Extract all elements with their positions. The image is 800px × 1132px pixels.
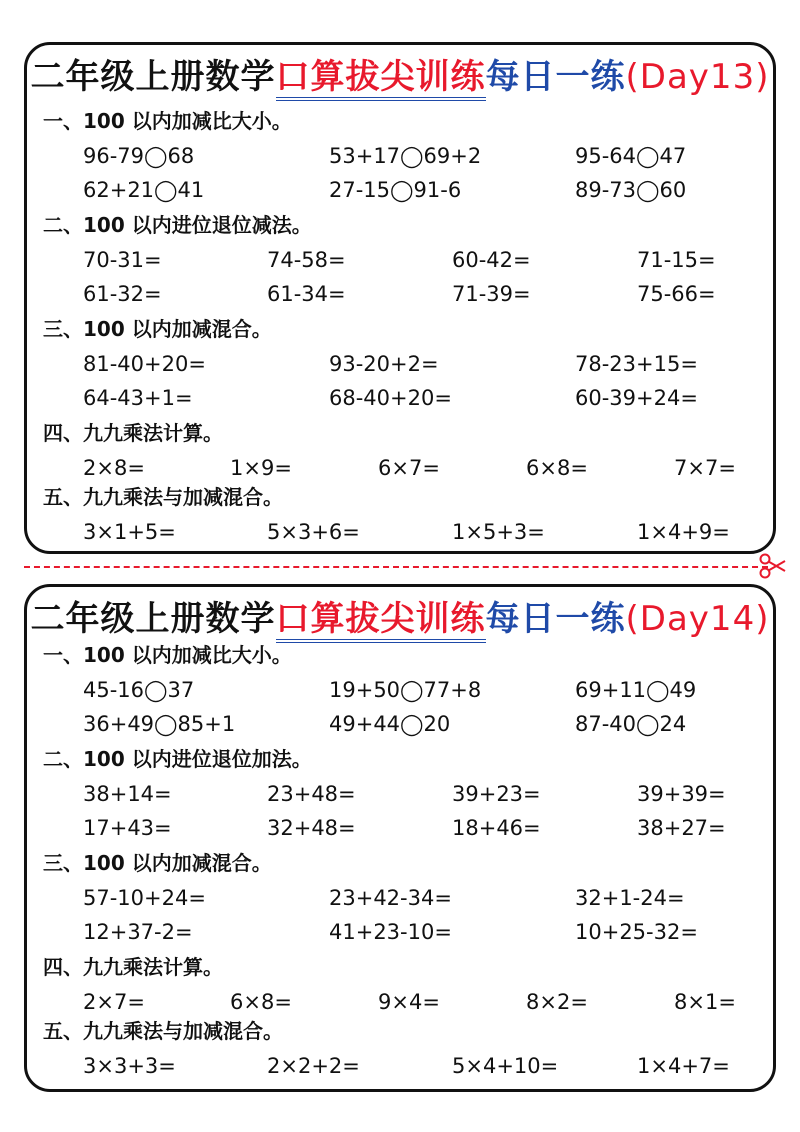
math-problem: 96-79◯68 [83, 144, 195, 168]
math-problem: 39+39= [637, 782, 726, 806]
math-problem: 61-34= [267, 282, 346, 306]
cut-line [24, 566, 768, 568]
title-part-daily: 每日一练 [485, 599, 626, 639]
math-problem: 62+21◯41 [83, 178, 205, 202]
math-problem: 6×8= [526, 456, 588, 480]
math-problem: 81-40+20= [83, 352, 206, 376]
math-problem: 2×7= [83, 990, 145, 1014]
math-problem: 1×4+9= [637, 520, 730, 544]
title-part-training: 口算拔尖训练 [276, 599, 486, 643]
math-problem: 57-10+24= [83, 886, 206, 910]
worksheet-card-day13 [24, 42, 776, 554]
section-heading: 三、100 以内加减混合。 [43, 317, 272, 341]
math-problem: 8×2= [526, 990, 588, 1014]
section-heading: 一、100 以内加减比大小。 [43, 109, 292, 133]
math-problem: 5×4+10= [452, 1054, 559, 1078]
title-part-daily: 每日一练 [485, 57, 626, 97]
title-part-grade: 二年级上册数学 [30, 599, 276, 639]
math-problem: 74-58= [267, 248, 346, 272]
problem-row [27, 1051, 773, 1081]
math-problem: 78-23+15= [575, 352, 698, 376]
section-heading: 二、100 以内进位退位减法。 [43, 213, 312, 237]
math-problem: 39+23= [452, 782, 541, 806]
scissors-icon [758, 552, 786, 580]
math-problem: 61-32= [83, 282, 162, 306]
math-problem: 3×3+3= [83, 1054, 176, 1078]
math-problem: 38+14= [83, 782, 172, 806]
math-problem: 75-66= [637, 282, 716, 306]
problem-row [27, 813, 773, 843]
math-problem: 3×1+5= [83, 520, 176, 544]
math-problem: 1×5+3= [452, 520, 545, 544]
math-problem: 6×7= [378, 456, 440, 480]
problem-row [27, 175, 773, 205]
math-problem: 18+46= [452, 816, 541, 840]
math-problem: 87-40◯24 [575, 712, 687, 736]
math-problem: 23+42-34= [329, 886, 452, 910]
math-problem: 12+37-2= [83, 920, 193, 944]
math-problem: 17+43= [83, 816, 172, 840]
math-problem: 7×7= [674, 456, 736, 480]
problem-row [27, 917, 773, 947]
math-problem: 19+50◯77+8 [329, 678, 482, 702]
math-problem: 1×4+7= [637, 1054, 730, 1078]
math-problem: 2×8= [83, 456, 145, 480]
section-heading: 一、100 以内加减比大小。 [43, 643, 292, 667]
worksheet-title [27, 591, 773, 647]
math-problem: 36+49◯85+1 [83, 712, 236, 736]
worksheet-card-day14 [24, 584, 776, 1092]
problem-row [27, 453, 773, 483]
title-part-training: 口算拔尖训练 [276, 57, 486, 101]
section-heading: 四、九九乘法计算。 [43, 421, 223, 445]
problem-row [27, 141, 773, 171]
math-problem: 69+11◯49 [575, 678, 697, 702]
section-heading: 五、九九乘法与加减混合。 [43, 1019, 283, 1043]
math-problem: 2×2+2= [267, 1054, 360, 1078]
problem-row [27, 517, 773, 547]
math-problem: 45-16◯37 [83, 678, 195, 702]
math-problem: 10+25-32= [575, 920, 698, 944]
section-heading: 二、100 以内进位退位加法。 [43, 747, 312, 771]
section-heading: 三、100 以内加减混合。 [43, 851, 272, 875]
math-problem: 5×3+6= [267, 520, 360, 544]
problem-row [27, 987, 773, 1017]
math-problem: 9×4= [378, 990, 440, 1014]
math-problem: 49+44◯20 [329, 712, 451, 736]
title-part-day: (Day14) [625, 599, 770, 639]
math-problem: 60-42= [452, 248, 531, 272]
math-problem: 8×1= [674, 990, 736, 1014]
math-problem: 38+27= [637, 816, 726, 840]
math-problem: 64-43+1= [83, 386, 193, 410]
math-problem: 23+48= [267, 782, 356, 806]
section-heading: 四、九九乘法计算。 [43, 955, 223, 979]
problem-row [27, 883, 773, 913]
problem-row [27, 245, 773, 275]
math-problem: 32+1-24= [575, 886, 685, 910]
problem-row [27, 675, 773, 705]
math-problem: 71-39= [452, 282, 531, 306]
math-problem: 32+48= [267, 816, 356, 840]
math-problem: 71-15= [637, 248, 716, 272]
problem-row [27, 383, 773, 413]
title-part-grade: 二年级上册数学 [30, 57, 276, 97]
problem-row [27, 779, 773, 809]
math-problem: 68-40+20= [329, 386, 452, 410]
math-problem: 27-15◯91-6 [329, 178, 462, 202]
math-problem: 53+17◯69+2 [329, 144, 482, 168]
math-problem: 1×9= [230, 456, 292, 480]
math-problem: 70-31= [83, 248, 162, 272]
math-problem: 41+23-10= [329, 920, 452, 944]
section-heading: 五、九九乘法与加减混合。 [43, 485, 283, 509]
math-problem: 60-39+24= [575, 386, 698, 410]
math-problem: 89-73◯60 [575, 178, 687, 202]
title-part-day: (Day13) [625, 57, 770, 97]
problem-row [27, 349, 773, 379]
math-problem: 6×8= [230, 990, 292, 1014]
problem-row [27, 279, 773, 309]
math-problem: 93-20+2= [329, 352, 439, 376]
math-problem: 95-64◯47 [575, 144, 687, 168]
worksheet-title [27, 49, 773, 105]
problem-row [27, 709, 773, 739]
